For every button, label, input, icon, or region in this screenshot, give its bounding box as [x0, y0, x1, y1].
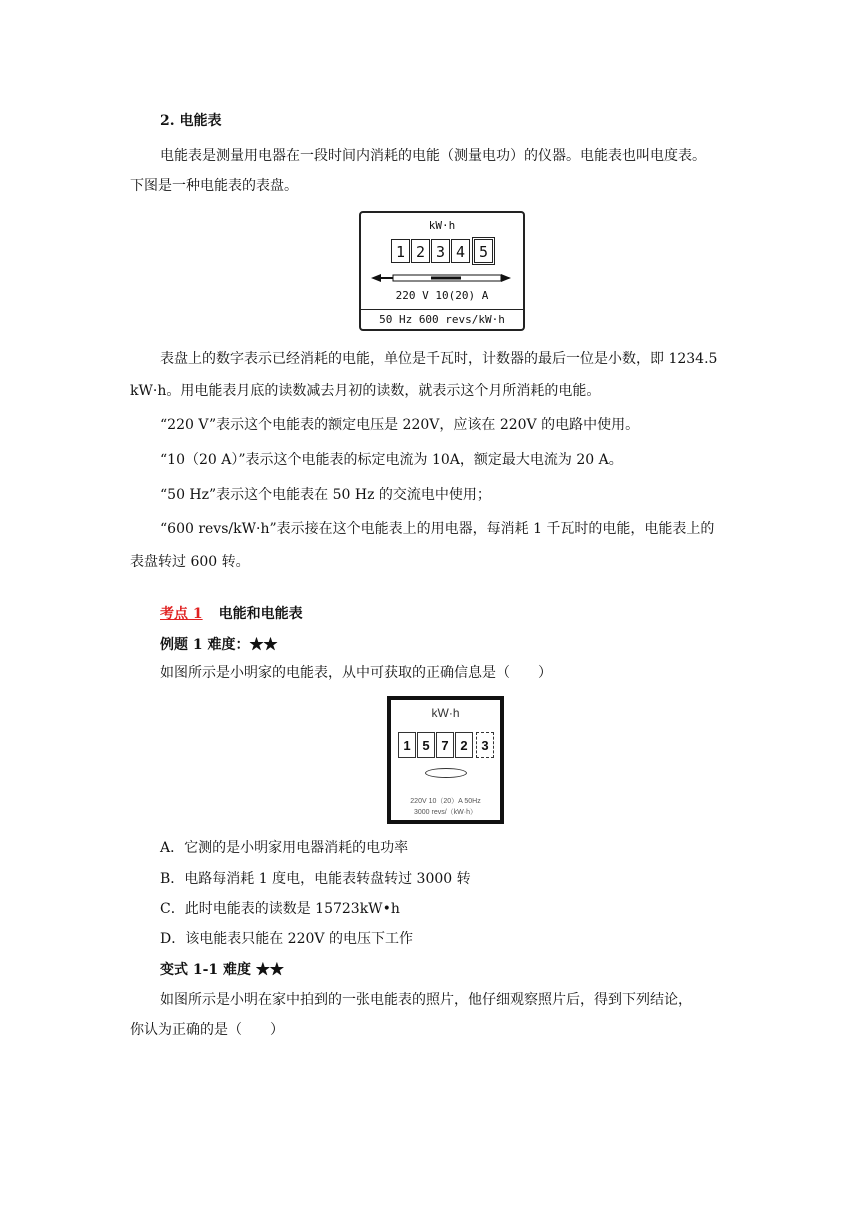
meter1-digit: 4 — [451, 239, 470, 263]
meter1-unit-label: kW·h — [428, 219, 456, 232]
option-c: C．此时电能表的读数是 15723kW•h — [160, 901, 400, 917]
variant-question-line2: 你认为正确的是（ ） — [130, 1022, 284, 1038]
meter1-digit-display — [391, 239, 494, 263]
meter1-rotor-arrow-icon — [371, 273, 511, 283]
kaodian-title: 电能和电能表 — [218, 606, 303, 622]
explain-p1-line2: kW·h。用电能表月底的读数减去月初的读数，就表示这个月所消耗的电能。 — [130, 383, 601, 399]
explain-p4: “50 Hz”表示这个电能表在 50 Hz 的交流电中使用； — [160, 487, 491, 503]
meter1-spec-line1: 220 V 10(20) A — [395, 289, 489, 302]
meter1-decimal-digit: 5 — [474, 239, 493, 263]
meter2-digit: 7 — [436, 732, 454, 758]
explain-p3: “10（20 A）”表示这个电能表的标定电流为 10A，额定最大电流为 20 A。 — [160, 452, 623, 468]
variant-title: 变式 1-1 难度 ★★ — [160, 962, 284, 978]
explain-p1-line1: 表盘上的数字表示已经消耗的电能，单位是千瓦时，计数器的最后一位是小数，即 1234.5 — [160, 351, 718, 367]
explain-p2: “220 V”表示这个电能表的额定电压是 220V，应该在 220V 的电路中使用。 — [160, 417, 640, 433]
option-a: A．它测的是小明家用电器消耗的电功率 — [160, 840, 409, 856]
intro-text-line2: 下图是一种电能表的表盘。 — [130, 178, 298, 194]
example1-title: 例题 1 难度：★★ — [160, 637, 278, 653]
meter1-digit: 2 — [411, 239, 430, 263]
meter2-decimal-digit: 3 — [476, 732, 494, 758]
example1-question: 如图所示是小明家的电能表，从中可获取的正确信息是（ ） — [160, 665, 552, 681]
explain-p5-line1: “600 revs/kW·h”表示接在这个电能表上的用电器，每消耗 1 千瓦时的电能，电能表上的 — [160, 521, 715, 537]
meter1-spec-line2: 50 Hz 600 revs/kW·h — [379, 313, 505, 326]
option-d: D．该电能表只能在 220V 的电压下工作 — [160, 931, 413, 947]
meter1-divider — [361, 309, 523, 310]
kaodian-label: 考点 1 — [160, 606, 203, 622]
meter2-digit: 2 — [455, 732, 473, 758]
meter2-unit-label: kW·h — [431, 706, 460, 720]
section-heading: 2. 电能表 — [160, 113, 222, 129]
meter1-digit: 1 — [391, 239, 410, 263]
meter2-spec-line2: 3000 revs/（kW·h） — [413, 809, 478, 816]
meter1-digit: 3 — [431, 239, 450, 263]
explain-p5-line2: 表盘转过 600 转。 — [130, 554, 250, 570]
meter2-spec-line1: 220V 10（20）A 50Hz — [410, 798, 481, 805]
kaodian-heading — [160, 604, 303, 624]
meter-diagram-1 — [359, 211, 525, 331]
meter-photo-2 — [387, 696, 504, 824]
intro-text-line1: 电能表是测量用电器在一段时间内消耗的电能（测量电功）的仪器。电能表也叫电度表。 — [160, 148, 706, 164]
variant-question-line1: 如图所示是小明在家中拍到的一张电能表的照片，他仔细观察照片后，得到下列结论， — [160, 992, 692, 1008]
meter2-digit-display — [398, 732, 495, 758]
meter2-digit: 5 — [417, 732, 435, 758]
option-b: B．电路每消耗 1 度电，电能表转盘转过 3000 转 — [160, 871, 471, 887]
meter2-digit: 1 — [398, 732, 416, 758]
meter2-rotor-disc-icon — [425, 768, 467, 778]
